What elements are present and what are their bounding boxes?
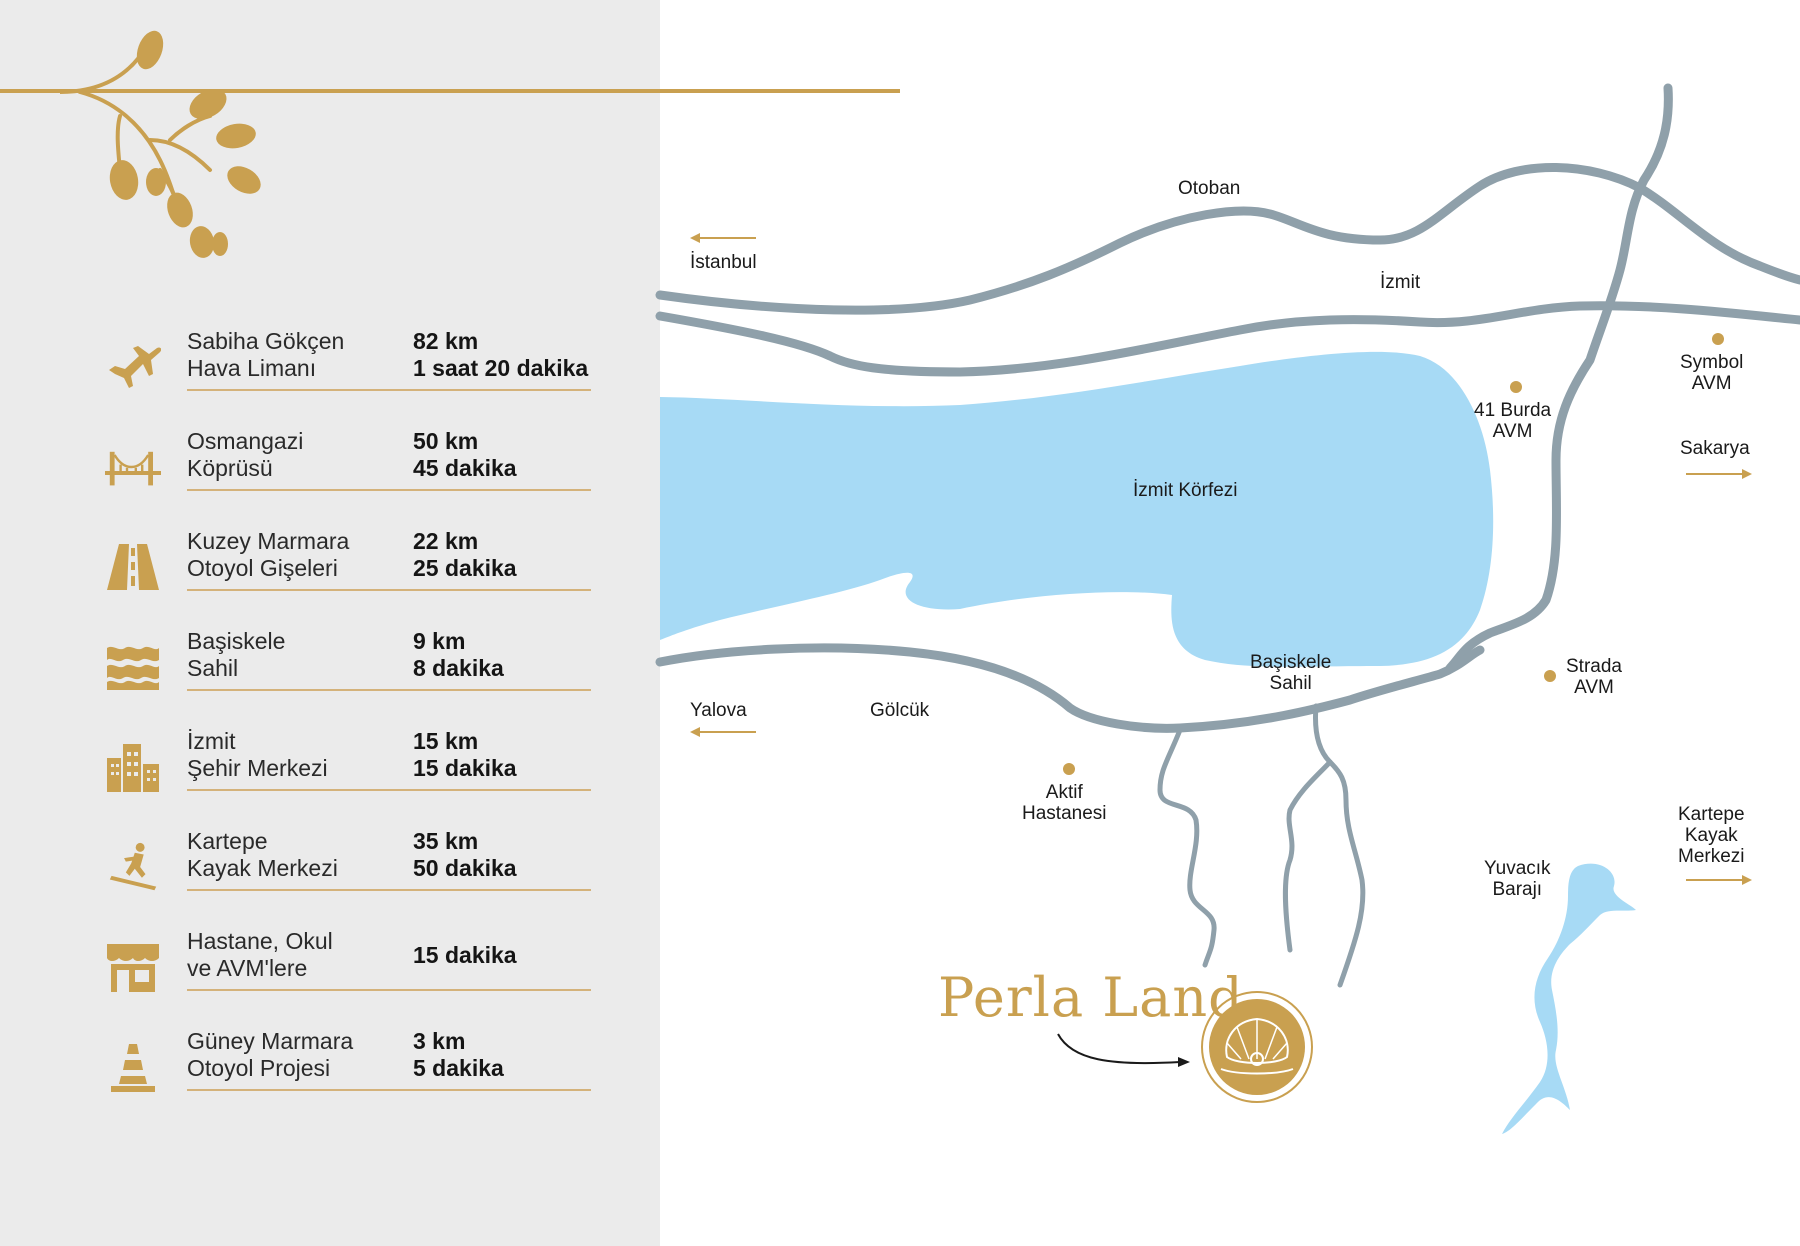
row-divider bbox=[187, 489, 591, 491]
row-divider bbox=[187, 1089, 591, 1091]
distance-value: 35 km 50 dakika bbox=[413, 828, 517, 881]
perla-land-logo: Perla Land bbox=[938, 966, 1244, 1029]
waves-icon bbox=[105, 642, 161, 692]
distance-item bbox=[95, 828, 595, 912]
highway-icon bbox=[105, 542, 161, 592]
yuvacik-dam-water bbox=[1502, 864, 1636, 1134]
city-buildings-icon bbox=[105, 742, 161, 792]
izmit-korfezi-label: İzmit Körfezi bbox=[1133, 480, 1238, 501]
distance-value: 22 km 25 dakika bbox=[413, 528, 517, 581]
strada-avm-dot bbox=[1544, 670, 1556, 682]
distance-item bbox=[95, 1028, 595, 1112]
distance-name: Kuzey Marmara Otoyol Gişeleri bbox=[187, 528, 350, 581]
distance-value: 9 km 8 dakika bbox=[413, 628, 504, 681]
distance-value: 3 km 5 dakika bbox=[413, 1028, 504, 1081]
distance-item bbox=[95, 328, 595, 412]
symbol-avm-label: Symbol AVM bbox=[1680, 352, 1744, 394]
distance-list bbox=[0, 0, 660, 1246]
izmit-gulf-water bbox=[660, 352, 1493, 667]
distance-item bbox=[95, 528, 595, 612]
stream-road bbox=[1160, 730, 1214, 965]
distance-value: 15 km 15 dakika bbox=[413, 728, 517, 781]
airplane-icon bbox=[105, 342, 161, 392]
row-divider bbox=[187, 789, 591, 791]
skier-icon bbox=[105, 842, 161, 892]
stream-road bbox=[1316, 706, 1363, 985]
golcuk-label: Gölcük bbox=[870, 700, 930, 721]
izmit-label: İzmit bbox=[1380, 272, 1421, 293]
yuvacik-baraji-label: Yuvacık Barajı bbox=[1484, 858, 1551, 900]
yalova-label: Yalova bbox=[690, 700, 747, 721]
burda-avm-label: 41 Burda AVM bbox=[1474, 400, 1552, 442]
symbol-avm-dot bbox=[1712, 333, 1724, 345]
istanbul-arrowhead bbox=[690, 233, 700, 243]
row-divider bbox=[187, 689, 591, 691]
kartepe-arrowhead bbox=[1742, 875, 1752, 885]
distance-name: Osmangazi Köprüsü bbox=[187, 428, 304, 481]
distance-name: Kartepe Kayak Merkezi bbox=[187, 828, 338, 881]
distance-name: Başiskele Sahil bbox=[187, 628, 286, 681]
distance-name: Güney Marmara Otoyol Projesi bbox=[187, 1028, 354, 1081]
basiskele-sahil-label: Başiskele Sahil bbox=[1250, 652, 1332, 694]
distance-name: Hastane, Okul ve AVM'lere bbox=[187, 928, 333, 981]
kartepe-kayak-label: Kartepe Kayak Merkezi bbox=[1678, 804, 1745, 867]
aktif-hastanesi-label: Aktif Hastanesi bbox=[1022, 782, 1107, 824]
izmit-road bbox=[660, 306, 1800, 372]
distance-name: İzmit Şehir Merkezi bbox=[187, 728, 328, 781]
strada-avm-label: Strada AVM bbox=[1566, 656, 1622, 698]
burda-avm-dot bbox=[1510, 381, 1522, 393]
aktif-hastanesi-dot bbox=[1063, 763, 1075, 775]
sakarya-arrowhead bbox=[1742, 469, 1752, 479]
store-icon bbox=[105, 942, 161, 992]
traffic-cone-icon bbox=[105, 1042, 161, 1092]
row-divider bbox=[187, 589, 591, 591]
distance-value: 50 km 45 dakika bbox=[413, 428, 517, 481]
stream-road bbox=[1285, 762, 1330, 950]
distance-value: 82 km 1 saat 20 dakika bbox=[413, 328, 589, 381]
bridge-icon bbox=[105, 442, 161, 492]
brand-pointer-arrowhead bbox=[1178, 1057, 1190, 1067]
row-divider bbox=[187, 389, 591, 391]
istanbul-label: İstanbul bbox=[690, 252, 757, 273]
sakarya-label: Sakarya bbox=[1680, 438, 1750, 459]
distance-name: Sabiha Gökçen Hava Limanı bbox=[187, 328, 345, 381]
brand-pointer-arrow bbox=[1058, 1034, 1180, 1063]
row-divider bbox=[187, 889, 591, 891]
distance-item bbox=[95, 428, 595, 512]
row-divider bbox=[187, 989, 591, 991]
distance-item bbox=[95, 728, 595, 812]
distance-item bbox=[95, 628, 595, 712]
otoban-label: Otoban bbox=[1178, 178, 1241, 199]
distance-value: 15 dakika bbox=[413, 942, 517, 968]
yalova-arrowhead bbox=[690, 727, 700, 737]
distance-item bbox=[95, 928, 595, 1012]
